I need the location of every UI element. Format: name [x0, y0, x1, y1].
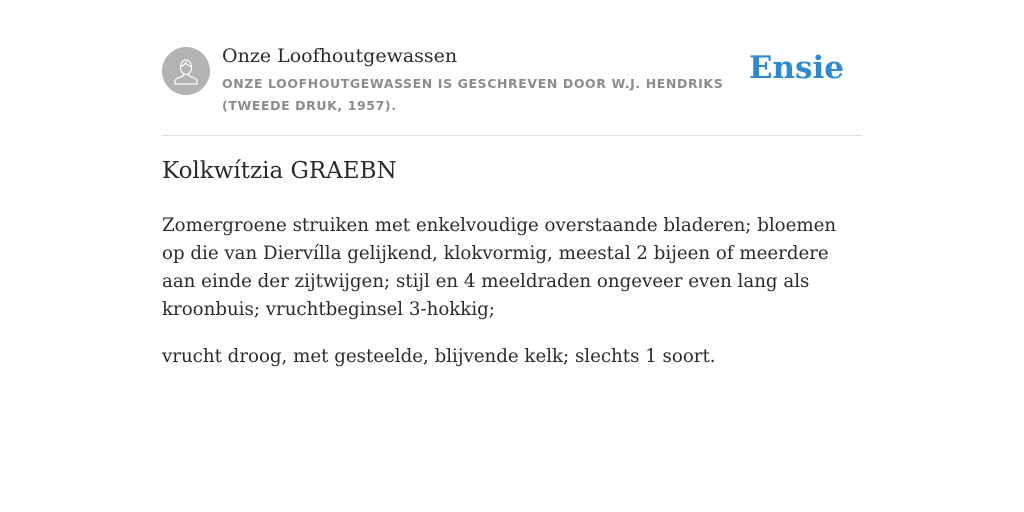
entry-paragraph: Zomergroene struiken met enkelvoudige overstaande bladeren; bloemen op die van Diervílla gelijkend, klokvormig, meestal 2 bijeen of meerdere aan einde der zijtwijgen; stijl en 4 meeldraden ongeveer even lang als kroonbuis; vruchtbeginsel 3-hokkig;: [162, 215, 837, 320]
source-title[interactable]: Onze Loofhoutgewassen: [222, 45, 458, 67]
user-icon: [162, 47, 210, 95]
entry-paragraph: vrucht droog, met gesteelde, blijvende kelk; slechts 1 soort.: [162, 346, 716, 367]
entry-body: [162, 212, 862, 390]
brand-logo-link[interactable]: Ensie: [748, 50, 844, 86]
source-header: [162, 44, 862, 135]
entry-title: Kolkwítzia GRAEBN: [162, 158, 397, 184]
source-description: ONZE LOOFHOUTGEWASSEN IS GESCHREVEN DOOR W.J. HENDRIKS (TWEEDE DRUK, 1957).: [222, 76, 724, 113]
divider: [162, 135, 862, 136]
avatar: [162, 47, 210, 95]
